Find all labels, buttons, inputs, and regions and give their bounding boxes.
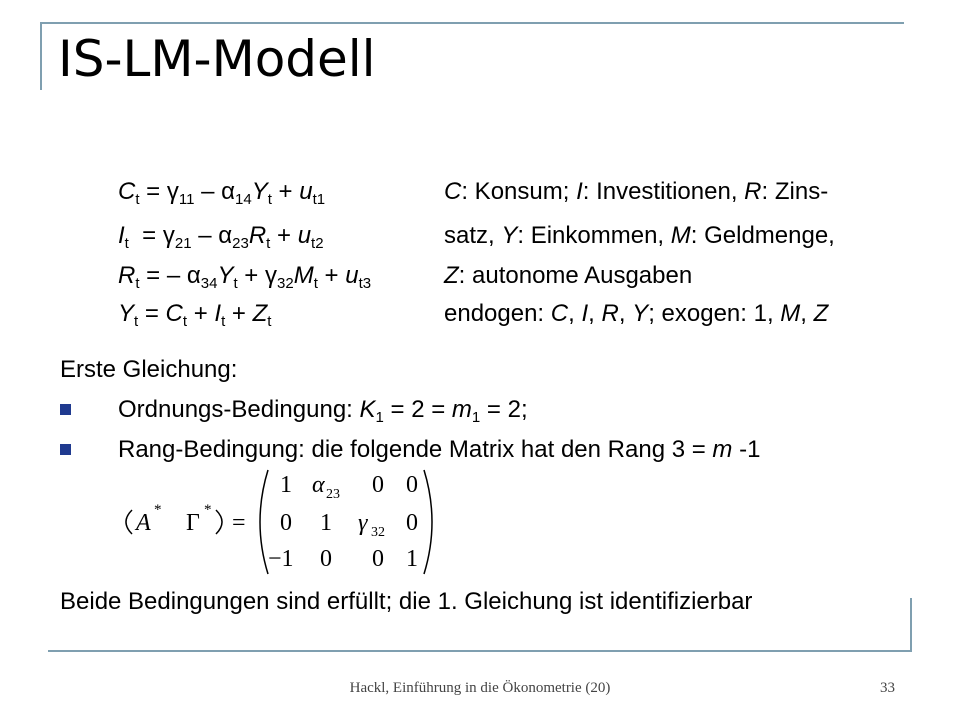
left-rule <box>40 22 42 90</box>
cell-r2-c1: 0 <box>280 510 292 536</box>
bullet-square-1 <box>60 404 71 415</box>
top-rule <box>40 22 904 24</box>
cell-r2-c2: 1 <box>320 510 332 536</box>
cell-r1-c3: 0 <box>372 472 384 498</box>
matrix-equals: = <box>232 510 246 536</box>
cell-r1-c4: 0 <box>406 472 418 498</box>
big-right-paren <box>424 470 432 574</box>
matrix-Gamma: Γ <box>186 510 200 536</box>
left-paren <box>126 510 132 534</box>
cell-r3-c3: 0 <box>372 546 384 572</box>
right-paren <box>216 510 222 534</box>
description-line-1: C: Konsum; I: Investitionen, R: Zins- <box>444 178 829 205</box>
description-line-3: Z: autonome Ausgaben <box>444 262 693 289</box>
cell-r2-c3-sub: 32 <box>371 525 385 540</box>
rank-condition-text: Rang-Bedingung: die folgende Matrix hat den Rang 3 = m -1 <box>118 436 761 463</box>
conclusion-text: Beide Bedingungen sind erfüllt; die 1. Gleichung ist identifizierbar <box>60 588 753 615</box>
cell-r1-c2-sub: 23 <box>326 487 340 502</box>
description-line-2: satz, Y: Einkommen, M: Geldmenge, <box>444 222 835 249</box>
equation-consumption: $C_t = \gamma_{11} - \alpha_{14}Y_t + u_{t1}$ <box>118 178 326 208</box>
matrix-A-star: * <box>154 502 162 518</box>
description-line-4: endogen: C, I, R, Y; exogen: 1, M, Z <box>444 300 829 327</box>
cell-r1-c1: 1 <box>280 472 292 498</box>
footer-text: Hackl, Einführung in die Ökonometrie (20) <box>349 680 611 696</box>
slide-title: IS-LM-Modell <box>58 30 376 88</box>
cell-r3-c2: 0 <box>320 546 332 572</box>
matrix-A: A <box>136 510 151 536</box>
first-equation-label: Erste Gleichung: <box>60 356 238 383</box>
big-left-paren <box>260 470 268 574</box>
bottom-rule <box>48 650 912 652</box>
cell-r2-c3: γ <box>358 510 368 536</box>
equation-interest: $R_t$ = – $\alpha_{34}Y_t + \gamma_{32}M_t + u_{t3}$ <box>118 262 372 292</box>
cell-r3-c4: 1 <box>406 546 418 572</box>
page-number: 33 <box>880 680 895 696</box>
equation-income: $Y_t = C_t + I_t + Z_t$ <box>118 300 272 330</box>
cell-r1-c2: α <box>312 472 325 498</box>
bullet-square-2 <box>60 444 71 455</box>
cell-r3-c1: −1 <box>268 546 294 572</box>
cell-r2-c4: 0 <box>406 510 418 536</box>
order-condition-text: Ordnungs-Bedingung: $K_1 = 2 = m_1 = 2$; <box>118 396 528 426</box>
rank-matrix-formula <box>118 462 438 582</box>
equation-investment: $I_t = \gamma_{21} - \alpha_{23}R_t + u_{t2}$ <box>118 222 324 252</box>
matrix-Gamma-star: * <box>204 502 212 518</box>
right-rule <box>910 598 912 652</box>
